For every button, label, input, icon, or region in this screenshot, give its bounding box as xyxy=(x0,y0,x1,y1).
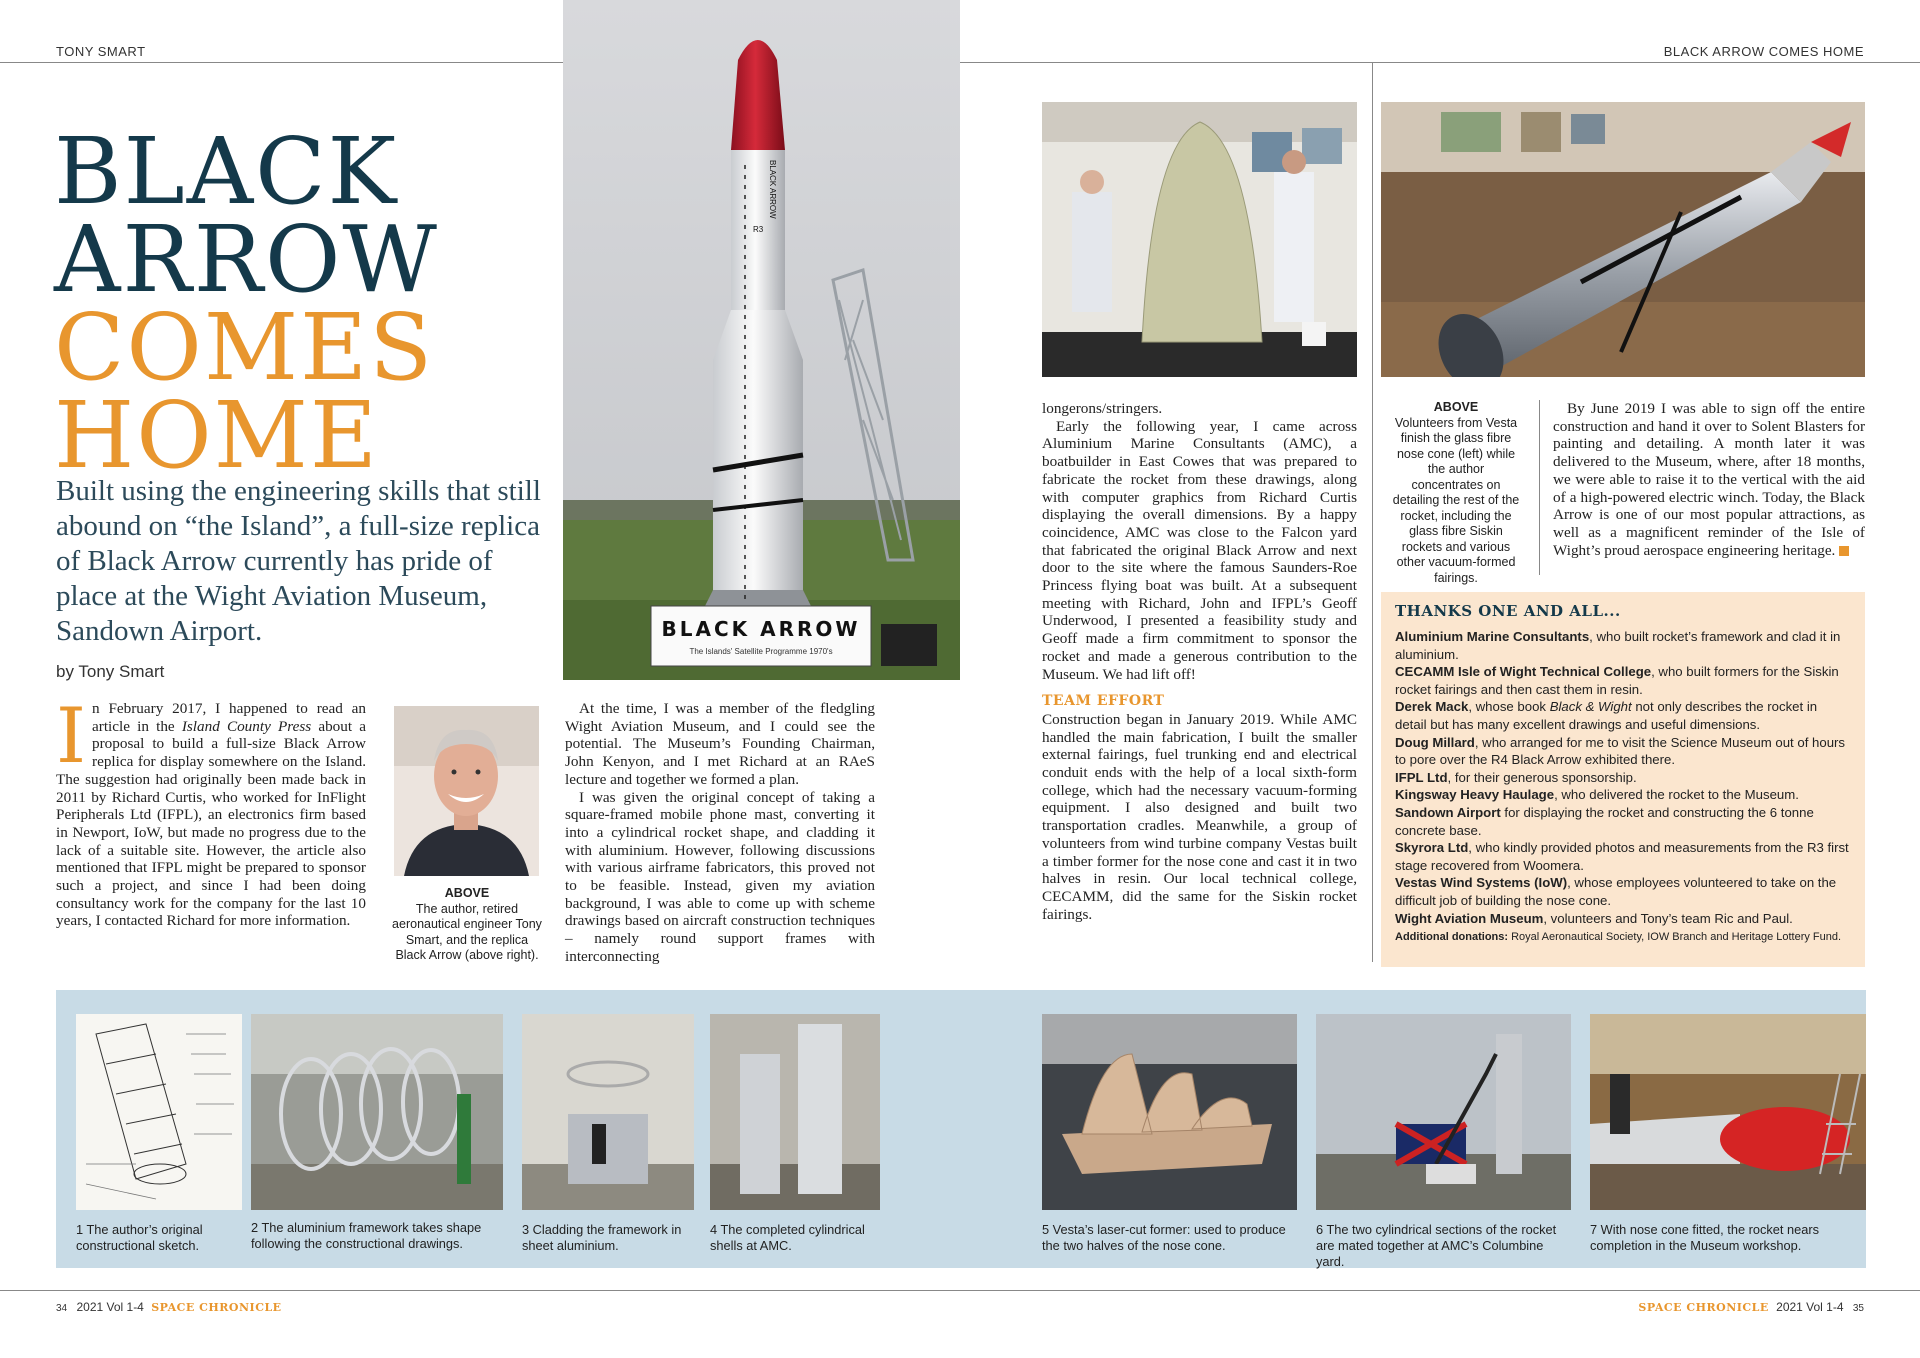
page-number-right: 35 xyxy=(1852,1303,1864,1314)
thanks-entry-name: Skyrora Ltd xyxy=(1395,840,1469,856)
author-caption xyxy=(392,886,542,964)
thanks-entry-name: IFPL Ltd xyxy=(1395,769,1448,785)
rocket-photo xyxy=(563,0,960,680)
nose-cone-workshop-image xyxy=(1042,102,1357,377)
strip-photo-4 xyxy=(710,1014,880,1210)
issue-left: 2021 Vol 1-4 xyxy=(76,1300,144,1314)
author-portrait-image xyxy=(394,706,539,876)
thanks-entry-text: , for their generous sponsorship. xyxy=(1447,769,1637,785)
standfirst: Built using the engineering skills that still abound on “the Island”, a full-size replica of Black Arrow currently has pride of place at the Wight Aviation Museum, Sandown Airport. xyxy=(56,475,541,647)
thanks-entry-name: Sandown Airport xyxy=(1395,804,1501,820)
column-divider-right xyxy=(1372,62,1373,962)
vesta-caption-head: ABOVE xyxy=(1433,400,1479,414)
header-rule-right xyxy=(960,62,1920,63)
shells-image xyxy=(710,1014,880,1210)
rocket-id-label: R3 xyxy=(753,225,764,234)
brand-right: SPACE CHRONICLE xyxy=(1638,1301,1769,1314)
thanks-entry-name: Derek Mack xyxy=(1395,699,1469,715)
book-title: Black & Wight xyxy=(1549,699,1632,715)
footer-rule xyxy=(0,1290,1920,1291)
sign-subtitle: The Islands' Satellite Programme 1970's xyxy=(689,647,833,656)
strip-photo-1 xyxy=(76,1014,242,1210)
thanks-entry xyxy=(1395,910,1851,928)
thanks-entry xyxy=(1395,698,1851,733)
strip-caption-3: 3 Cladding the framework in sheet aluminium. xyxy=(522,1222,682,1253)
brand-left: SPACE CHRONICLE xyxy=(151,1301,282,1314)
section-head-team-effort: TEAM EFFORT xyxy=(1042,693,1165,710)
body-column-3 xyxy=(1042,400,1357,923)
publication-name: Island County Press xyxy=(181,717,312,735)
article-title xyxy=(54,118,439,489)
thanks-entry xyxy=(1395,839,1851,874)
vesta-caption xyxy=(1391,400,1521,586)
author-photo xyxy=(394,706,539,876)
title-line-1: BLACK xyxy=(54,118,399,225)
running-header-right: BLACK ARROW COMES HOME xyxy=(1663,44,1864,59)
col3-paragraph-2: Construction began in January 2019. While AMC handled the main fabrication, I built the smaller external fairings, fuel trunking end and electrical conduit ends with the help of a local sixth-form college, which had the necessary vacuum-forming equipment. I also designed and built two transportation cradles. Meanwhile, a group of volunteers from wind turbine company Vestas built a timber former for the nose cone and cast it in two halves in resin. Our local technical college, CECAMM, did the same for the Siskin rocket fairings. xyxy=(1042,710,1357,923)
cladding-image xyxy=(522,1014,694,1210)
strip-photo-5 xyxy=(1042,1014,1297,1210)
col2-paragraph-2: I was given the original concept of taking a square-framed mobile phone mast, converting it into a cylindrical rocket shape, and cladding it with aluminium. However, following discussions with various airframe fabricators, this proved not to be feasible. Instead, given my aviation background, I was able to come up with scheme drawings based on aircraft construction techniques – namely round support frames with interconnecting xyxy=(565,788,875,965)
thanks-entry-text: , who kindly provided photos and measurements from the R3 first stage recovered from Woomera. xyxy=(1395,840,1849,873)
thanks-entry-text: not only describes the rocket in detail but has many excellent drawings and useful dimensions. xyxy=(1395,699,1818,732)
strip-caption-4: 4 The completed cylindrical shells at AMC. xyxy=(710,1222,865,1253)
strip-caption-1: 1 The author’s original constructional sketch. xyxy=(76,1222,203,1253)
thanks-entry-text: , who arranged for me to visit the Science Museum out of hours to pore over the R4 Black Arrow exhibited there. xyxy=(1395,734,1846,768)
author-caption-text: The author, retired aeronautical engineer Tony Smart, and the replica Black Arrow (above right). xyxy=(392,901,542,962)
thanks-entry-name: CECAMM Isle of Wight Technical College xyxy=(1395,664,1652,680)
additional-donations xyxy=(1395,931,1851,943)
thanks-entry-text: , who built formers for the Siskin rocket fairings and then cast them in resin. xyxy=(1395,664,1839,697)
col1-text-a: n February 2017, I happened to read an article in the xyxy=(92,700,366,735)
thanks-entry-name: Kingsway Heavy Haulage xyxy=(1395,787,1555,803)
thanks-entry xyxy=(1395,786,1851,804)
thanks-title: THANKS ONE AND ALL... xyxy=(1395,602,1621,620)
thanks-entry xyxy=(1395,804,1851,839)
page-number-left: 34 xyxy=(56,1303,68,1314)
strip-caption-6: 6 The two cylindrical sections of the rocket are mated together at AMC’s Columbine yard. xyxy=(1316,1222,1557,1269)
thanks-box xyxy=(1381,592,1865,967)
thanks-entry xyxy=(1395,734,1851,769)
footer-right xyxy=(1638,1300,1864,1314)
title-line-4: HOME xyxy=(54,382,380,489)
thanks-entry xyxy=(1395,628,1851,663)
strip-caption-5: 5 Vesta’s laser-cut former: used to produce the two halves of the nose cone. xyxy=(1042,1222,1286,1253)
workshop-rocket-photo xyxy=(1381,102,1865,377)
strip-caption-2: 2 The aluminium framework takes shape following the constructional drawings. xyxy=(251,1220,482,1251)
strip-photo-3 xyxy=(522,1014,694,1210)
col2-paragraph-1: At the time, I was a member of the fledgling Wight Aviation Museum, and I could see the potential. The Museum’s Founding Chairman, John Kenyon, and I met Richard at an RAeS lecture and together we formed a plan. xyxy=(565,700,875,788)
rocket-body-label: BLACK ARROW xyxy=(768,160,777,219)
col1-text-b: about a proposal to build a full-size Black Arrow replica for display somewhere on the Island. The suggestion had originally been made back in 2011 by Richard Curtis, who worked for InFlight Peripherals Ltd (IFPL), an electronics firm based in Newport, IoW, but made no progress due to the lack of a suitable site. However, the article also mentioned that IFPL might be prepared to sponsor such a project, and since I had been doing consultancy work for the company for the last 10 years, I contacted Richard for more information. xyxy=(56,717,366,930)
col3-paragraph-0: longerons/stringers. xyxy=(1042,400,1163,417)
additional-donations-label: Additional donations: xyxy=(1395,931,1509,944)
rocket-replica-image xyxy=(563,0,960,680)
drop-cap: I xyxy=(56,691,87,780)
thanks-entry-name: Wight Aviation Museum xyxy=(1395,910,1544,926)
end-mark-icon xyxy=(1839,546,1849,556)
body-column-2 xyxy=(565,700,875,966)
nose-fitted-image xyxy=(1590,1014,1866,1210)
author-caption-head: ABOVE xyxy=(444,886,490,900)
vesta-caption-text: Volunteers from Vesta finish the glass fibre nose cone (left) while the author concentrates on detailing the rest of the rocket, including the glass fibre Siskin rockets and various other vacuum-formed fairings. xyxy=(1392,415,1520,585)
former-image xyxy=(1042,1014,1297,1210)
strip-photo-7 xyxy=(1590,1014,1866,1210)
caption-divider xyxy=(1539,400,1540,575)
additional-donations-text: Royal Aeronautical Society, IOW Branch and Heritage Lottery Fund. xyxy=(1508,931,1842,944)
rocket-workshop-image xyxy=(1381,102,1865,377)
strip-photo-6 xyxy=(1316,1014,1571,1210)
thanks-entry xyxy=(1395,874,1851,909)
title-line-2: ARROW xyxy=(54,206,439,313)
byline: by Tony Smart xyxy=(56,662,165,681)
thanks-list xyxy=(1395,628,1851,927)
footer-left xyxy=(56,1300,282,1314)
sketch-image xyxy=(76,1014,242,1210)
strip-caption-7: 7 With nose cone fitted, the rocket nears completion in the Museum workshop. xyxy=(1590,1222,1820,1253)
body-column-4 xyxy=(1553,400,1865,559)
mating-image xyxy=(1316,1014,1571,1210)
col3-paragraph-1: Early the following year, I came across Aluminium Marine Consultants (AMC), a boatbuilder in East Cowes that was prepared to fabricate the rocket from these drawings, along with computer graphics from Richard Curtis displaying the overall dimensions. By a happy coincidence, AMC was close to the Falcon yard that fabricated the original Black Arrow and next door to the site where the famous Saunders-Roe Princess flying boat was built. At a subsequent meeting with Richard, John and IFPL’s Geoff Underwood, I presented a feasibility study and Geoff made a firm commitment to sponsor the rocket and made a generous contribution to the Museum. We had lift off! xyxy=(1042,417,1357,683)
sign-title: BLACK ARROW xyxy=(661,617,861,641)
strip-photo-2 xyxy=(251,1014,503,1210)
header-rule-left xyxy=(0,62,563,63)
thanks-entry-text: , whose book xyxy=(1468,699,1550,715)
col4-paragraph-1: By June 2019 I was able to sign off the entire construction and hand it over to Solent Blasters for painting and detailing. A month later it was delivered to the Museum, where, after 18 months, we were able to raise it to the vertical with the aid of a high-powered electric winch. Today, the Black Arrow is one of our most popular attractions, as well as a magnificent reminder of the Isle of Wight’s proud aerospace engineering heritage. xyxy=(1553,400,1865,559)
thanks-entry-text: , who delivered the rocket to the Museum. xyxy=(1554,787,1799,803)
thanks-entry xyxy=(1395,663,1851,698)
thanks-entry-name: Vestas Wind Systems (IoW) xyxy=(1395,875,1568,891)
thanks-entry xyxy=(1395,769,1851,787)
body-column-1 xyxy=(56,691,366,930)
title-line-3: COMES xyxy=(54,294,435,401)
thanks-entry-text: , who built rocket’s framework and clad it in aluminium. xyxy=(1395,629,1841,662)
thanks-entry-text: , whose employees volunteered to take on the difficult job of building the nose cone. xyxy=(1395,875,1837,908)
framework-image xyxy=(251,1014,503,1210)
issue-right: 2021 Vol 1-4 xyxy=(1776,1300,1844,1314)
thanks-entry-text: , volunteers and Tony’s team Ric and Paul. xyxy=(1543,910,1793,926)
thanks-entry-name: Doug Millard xyxy=(1395,734,1475,750)
thanks-entry-text: for displaying the rocket and constructing the 6 tonne concrete base. xyxy=(1395,804,1814,838)
running-header-left: TONY SMART xyxy=(56,44,146,59)
nose-cone-photo xyxy=(1042,102,1357,377)
thanks-entry-name: Aluminium Marine Consultants xyxy=(1395,629,1590,644)
